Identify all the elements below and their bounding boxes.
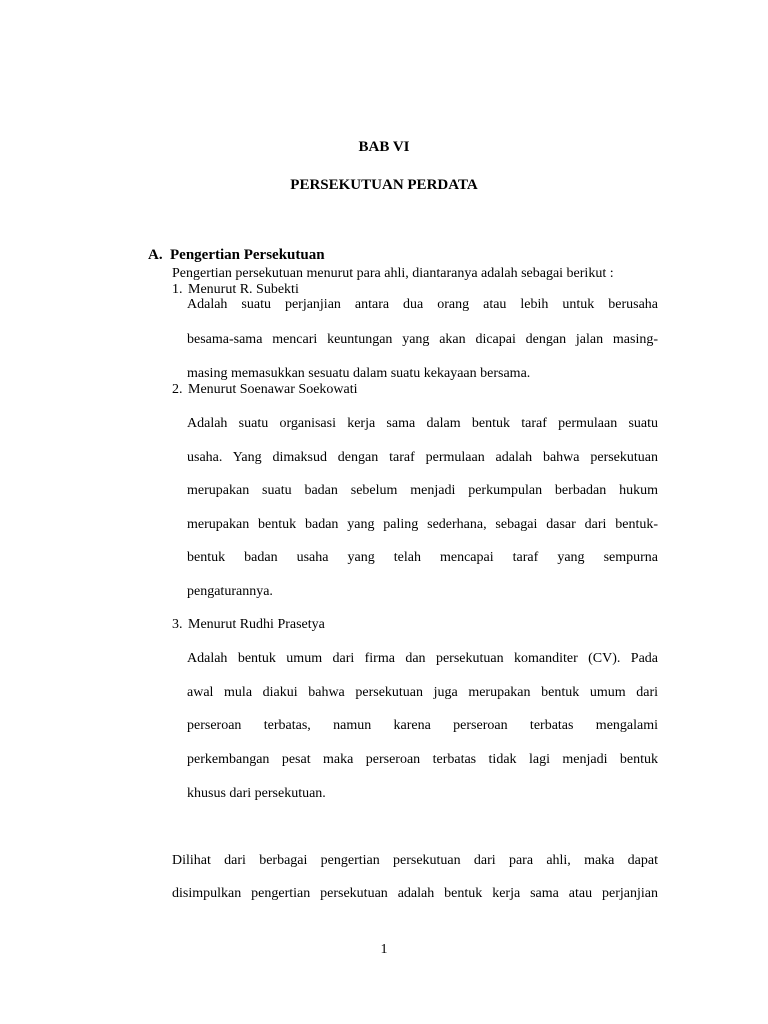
chapter-heading: BAB VI [358,139,410,155]
conclusion-line: disimpulkan pengertian persekutuan adalah bentuk kerja sama atau perjanjian [172,886,658,901]
paragraph-line: bentuk badan usaha yang telah mencapai taraf yang sempurna [187,550,658,565]
paragraph-line: perkembangan pesat maka perseroan terbatas tidak lagi menjadi bentuk [187,752,658,767]
section-intro: Pengertian persekutuan menurut para ahli, diantaranya adalah sebagai berikut : [172,266,614,281]
paragraph-line: usaha. Yang dimaksud dengan taraf permulaan adalah bahwa persekutuan [187,450,658,465]
page-title: PERSEKUTUAN PERDATA [290,177,478,193]
paragraph-line: perseroan terbatas, namun karena perseroan terbatas mengalami [187,718,658,733]
item-number: 3. [172,617,183,632]
paragraph-line: besama-sama mencari keuntungan yang akan dicapai dengan jalan masing- [187,332,658,347]
section-heading: Pengertian Persekutuan [170,247,325,263]
paragraph-line: khusus dari persekutuan. [187,786,326,801]
paragraph-line: Adalah suatu perjanjian antara dua orang atau lebih untuk berusaha [187,297,658,312]
paragraph-line: Adalah suatu organisasi kerja sama dalam bentuk taraf permulaan suatu [187,416,658,431]
paragraph-line: awal mula diakui bahwa persekutuan juga merupakan bentuk umum dari [187,685,658,700]
paragraph-line: merupakan bentuk badan yang paling sederhana, sebagai dasar dari bentuk- [187,517,658,532]
item-title: Menurut R. Subekti [188,282,299,297]
item-number: 1. [172,282,183,297]
paragraph-line: Adalah bentuk umum dari firma dan persekutuan komanditer (CV). Pada [187,651,658,666]
section-letter: A. [148,247,163,263]
paragraph-line: merupakan suatu badan sebelum menjadi perkumpulan berbadan hukum [187,483,658,498]
paragraph-line: masing memasukkan sesuatu dalam suatu kekayaan bersama. [187,366,531,381]
page-number: 1 [380,942,388,957]
conclusion-line: Dilihat dari berbagai pengertian persekutuan dari para ahli, maka dapat [172,853,658,868]
item-title: Menurut Rudhi Prasetya [188,617,325,632]
paragraph-line: pengaturannya. [187,584,273,599]
item-number: 2. [172,382,183,397]
item-title: Menurut Soenawar Soekowati [188,382,358,397]
